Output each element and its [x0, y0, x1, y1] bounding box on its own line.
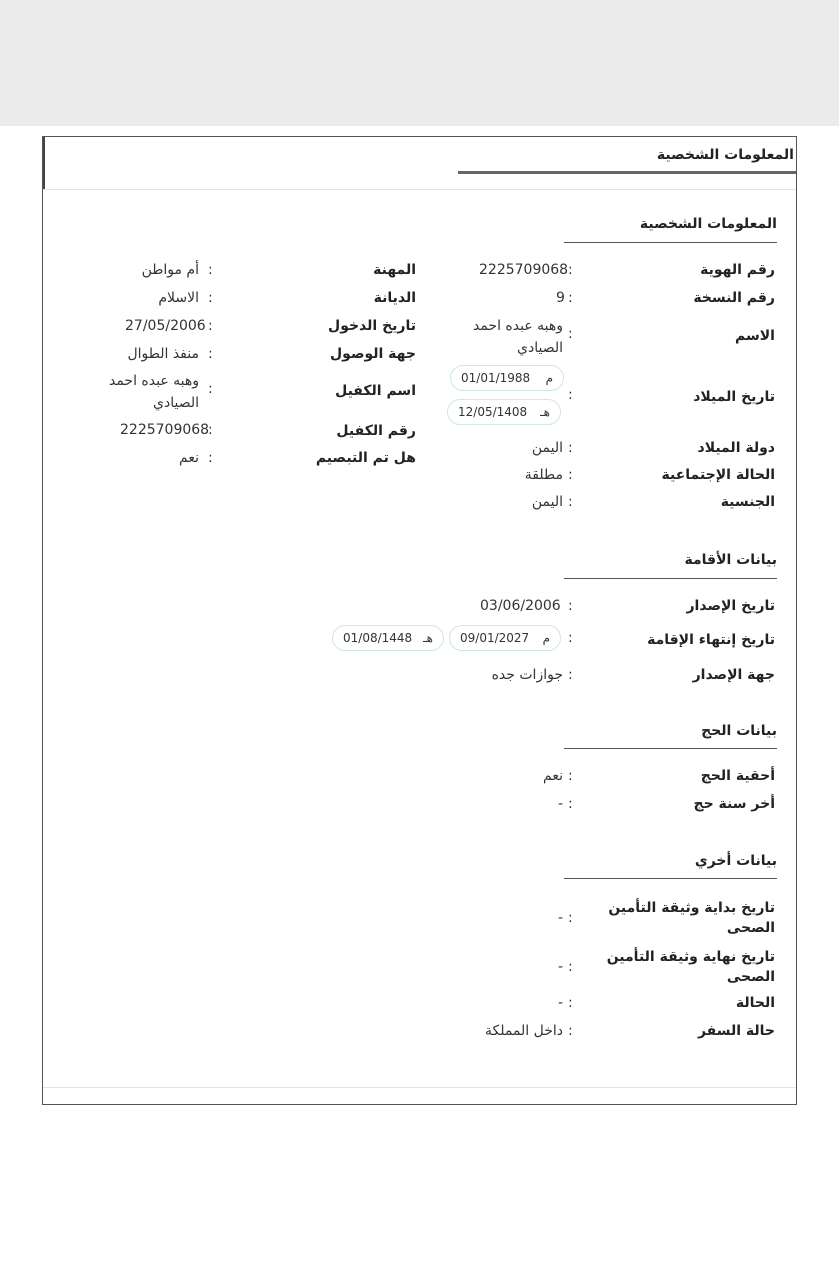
field-value: 9 — [556, 290, 565, 306]
card-title-underline — [458, 171, 796, 174]
field-label: تاريخ الإصدار — [686, 598, 775, 614]
field-value: - — [557, 995, 563, 1011]
field-label: تاريخ نهاية وثيقة التأمين الصحى — [606, 949, 775, 985]
field-colon: : — [568, 290, 573, 306]
residence-expiry-gregorian-chip — [449, 625, 561, 651]
field-value: الاسلام — [158, 290, 199, 306]
chip-calendar-tag: م — [542, 631, 550, 645]
card-left-rule — [43, 137, 45, 189]
field-colon: : — [208, 422, 213, 438]
field-value: 27/05/2006 — [125, 318, 206, 334]
top-bar — [0, 0, 839, 126]
field-colon: : — [568, 440, 573, 456]
field-value: 2225709068 — [120, 422, 210, 438]
field-label: اسم الكفيل — [335, 383, 416, 399]
field-colon: : — [568, 387, 573, 403]
section-divider — [564, 878, 777, 879]
section-title-hajj: بيانات الحج — [701, 723, 777, 739]
field-colon: : — [568, 959, 573, 975]
field-value: 2225709068 — [479, 262, 569, 278]
field-colon: : — [208, 450, 213, 466]
field-label: رقم الهوية — [700, 262, 775, 278]
field-value: مطلقة — [524, 467, 563, 483]
field-colon: : — [568, 598, 573, 614]
field-value: - — [557, 910, 563, 926]
birth-date-gregorian-chip — [450, 365, 564, 391]
section-title-personal: المعلومات الشخصية — [639, 216, 777, 232]
residence-expiry-hijri-chip — [332, 625, 444, 651]
field-value: وهبه عبده احمد الصيادي — [472, 318, 563, 356]
field-colon: : — [568, 630, 573, 646]
field-colon: : — [568, 326, 573, 342]
field-value: نعم — [179, 450, 199, 466]
field-label: جهة الوصول — [330, 346, 416, 362]
field-value: نعم — [543, 768, 563, 784]
field-colon: : — [568, 910, 573, 926]
field-value: - — [557, 796, 563, 812]
chip-date: 01/01/1988 — [461, 371, 531, 385]
chip-calendar-tag: هـ — [423, 631, 433, 645]
field-value: داخل المملكة — [484, 1023, 563, 1039]
field-label: تاريخ إنتهاء الإقامة — [647, 632, 775, 648]
field-label: أخر سنة حج — [693, 796, 775, 812]
personal-info-card — [42, 136, 797, 1105]
chip-date: 09/01/2027 — [460, 631, 530, 645]
field-label: رقم الكفيل — [336, 423, 416, 439]
field-value: اليمن — [531, 494, 563, 510]
chip-calendar-tag: هـ — [540, 405, 550, 419]
field-label: تاريخ الميلاد — [693, 389, 775, 405]
field-colon: : — [568, 796, 573, 812]
field-label: تاريخ بداية وثيقة التأمين الصحى — [608, 900, 775, 936]
field-colon: : — [208, 318, 213, 334]
section-divider — [564, 242, 777, 243]
chip-date: 01/08/1448 — [343, 631, 413, 645]
field-label: الجنسية — [720, 494, 775, 510]
birth-date-hijri-chip — [447, 399, 561, 425]
field-value: اليمن — [531, 440, 563, 456]
field-label: حالة السفر — [697, 1023, 775, 1039]
field-value: أم مواطن — [141, 262, 199, 278]
field-value: 03/06/2006 — [480, 598, 561, 614]
field-label: الحالة — [735, 995, 775, 1011]
section-title-residence: بيانات الأقامة — [684, 552, 777, 568]
field-label: رقم النسخة — [693, 290, 775, 306]
chip-date: 12/05/1408 — [458, 405, 528, 419]
field-label: تاريخ الدخول — [328, 318, 416, 334]
field-colon: : — [568, 667, 573, 683]
field-label: الاسم — [735, 328, 775, 344]
field-value: منفذ الطوال — [127, 346, 199, 362]
field-colon: : — [208, 290, 213, 306]
section-divider — [564, 748, 777, 749]
field-colon: : — [208, 346, 213, 362]
card-title: المعلومات الشخصية — [656, 147, 794, 163]
field-label: المهنة — [373, 262, 416, 278]
field-label: هل تم التبصيم — [315, 450, 416, 466]
field-label: الحالة الإجتماعية — [661, 467, 775, 483]
field-value: جوازات جده — [491, 667, 563, 683]
section-title-other: بيانات أخري — [694, 853, 777, 869]
field-label: دولة الميلاد — [697, 440, 775, 456]
field-value: وهبه عبده احمد الصيادي — [108, 373, 199, 411]
field-colon: : — [208, 381, 213, 397]
card-footer-divider — [43, 1087, 796, 1088]
field-label: جهة الإصدار — [692, 667, 775, 683]
section-divider — [564, 578, 777, 579]
chip-calendar-tag: م — [545, 371, 553, 385]
field-colon: : — [568, 494, 573, 510]
field-colon: : — [208, 262, 213, 278]
field-label: الديانة — [373, 290, 416, 306]
field-colon: : — [568, 467, 573, 483]
field-label: أحقية الحج — [700, 768, 775, 784]
field-colon: : — [568, 768, 573, 784]
field-colon: : — [568, 995, 573, 1011]
field-colon: : — [568, 1023, 573, 1039]
card-header — [43, 137, 796, 190]
field-colon: : — [568, 262, 573, 278]
field-value: - — [557, 959, 563, 975]
